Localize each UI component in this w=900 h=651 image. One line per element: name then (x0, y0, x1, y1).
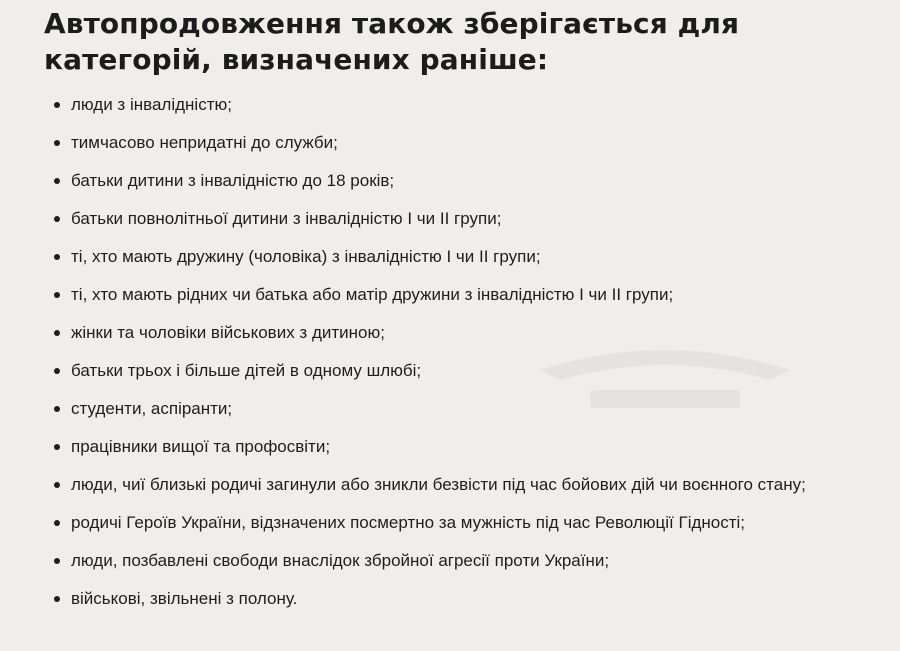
list-item-text: тимчасово непридатні до служби; (71, 133, 338, 152)
list-item (44, 434, 884, 459)
list-item-text: батьки дитини з інвалідністю до 18 років; (71, 171, 395, 190)
list-item (44, 320, 884, 345)
list-item-text: працівники вищої та профосвіти; (71, 437, 331, 456)
bullet-icon (54, 444, 60, 450)
bullet-icon (54, 520, 60, 526)
list-item (44, 548, 884, 573)
list-item (44, 586, 884, 611)
bullet-icon (54, 102, 60, 108)
list-item-text: батьки трьох і більше дітей в одному шлюбі; (71, 361, 422, 380)
list-item (44, 244, 884, 269)
list-item-text: батьки повнолітньої дитини з інвалідністю I чи II групи; (71, 209, 502, 228)
list-item (44, 92, 884, 117)
bullet-icon (54, 254, 60, 260)
bullet-icon (54, 330, 60, 336)
list-item-text: військові, звільнені з полону. (71, 589, 298, 608)
bullet-icon (54, 596, 60, 602)
list-item-text: студенти, аспіранти; (71, 399, 233, 418)
list-item (44, 168, 884, 193)
list-item-text: люди з інвалідністю; (71, 95, 232, 114)
category-list (44, 92, 884, 611)
bullet-icon (54, 558, 60, 564)
bullet-icon (54, 368, 60, 374)
bullet-icon (54, 482, 60, 488)
article-content (44, 6, 884, 624)
section-heading: Автопродовження також зберігається для категорій, визначених раніше: (44, 7, 740, 76)
list-item (44, 130, 884, 155)
bullet-icon (54, 140, 60, 146)
bullet-icon (54, 178, 60, 184)
list-item (44, 282, 884, 307)
list-item (44, 206, 884, 231)
bullet-icon (54, 216, 60, 222)
list-item (44, 358, 884, 383)
bullet-icon (54, 292, 60, 298)
list-item-text: ті, хто мають дружину (чоловіка) з інвалідністю I чи II групи; (71, 247, 541, 266)
list-item (44, 510, 884, 535)
list-item (44, 472, 884, 497)
list-item-text: ті, хто мають рідних чи батька або матір дружини з інвалідністю I чи II групи; (71, 285, 674, 304)
list-item-text: люди, позбавлені свободи внаслідок збройної агресії проти України; (71, 551, 610, 570)
bullet-icon (54, 406, 60, 412)
list-item-text: родичі Героїв України, відзначених посмертно за мужність під час Революції Гідності; (71, 513, 746, 532)
list-item-text: люди, чиї близькі родичі загинули або зникли безвісти під час бойових дій чи воєнного стану; (71, 475, 806, 494)
list-item-text: жінки та чоловіки військових з дитиною; (71, 323, 385, 342)
list-item (44, 396, 884, 421)
